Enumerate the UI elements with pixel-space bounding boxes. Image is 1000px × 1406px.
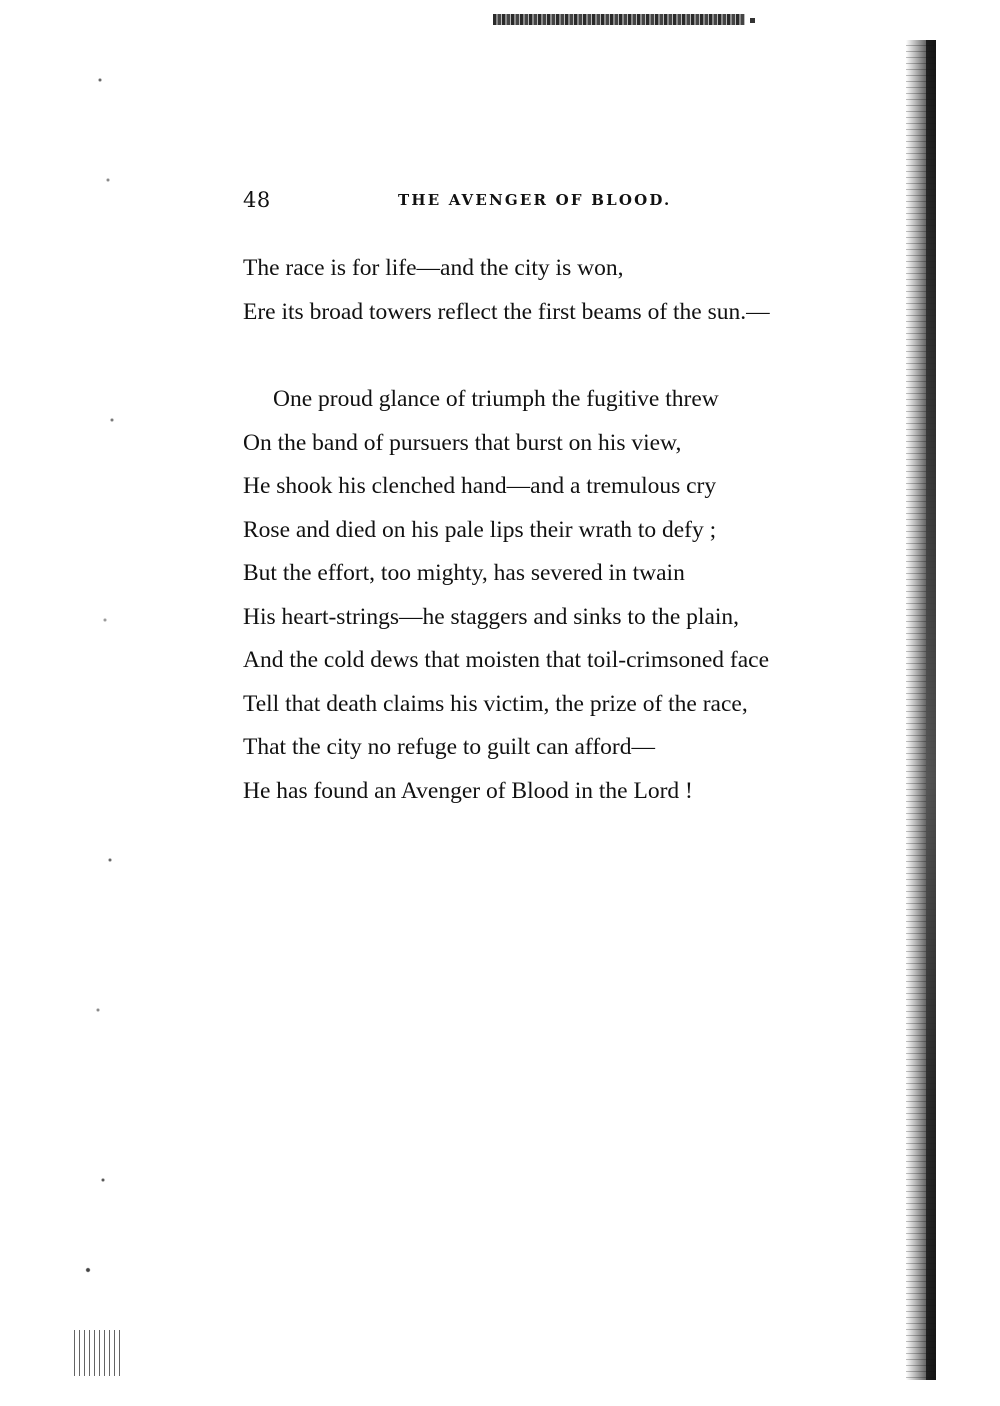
stanza-1	[243, 247, 903, 334]
poem-line: The race is for life—and the city is won,	[243, 255, 624, 281]
poem-line: And the cold dews that moisten that toil-crimsoned face	[243, 647, 769, 673]
stanza-2	[243, 378, 903, 813]
page-number: 48	[243, 188, 271, 212]
poem-line: On the band of pursuers that burst on his view,	[243, 429, 682, 456]
poem-line: That the city no refuge to guilt can afford—	[243, 734, 655, 760]
running-header	[243, 188, 843, 218]
scan-artifact-left-marks	[74, 1330, 124, 1376]
poem-line: But the effort, too mighty, has severed in twain	[243, 560, 685, 586]
poem-line: His heart-strings—he staggers and sinks to the plain,	[243, 603, 740, 630]
poem-line: One proud glance of triumph the fugitive threw	[273, 386, 719, 412]
scan-artifact-left-specks	[70, 0, 150, 1406]
poem-text	[243, 247, 903, 813]
scan-artifact-dot	[750, 18, 755, 23]
poem-line: He has found an Avenger of Blood in the Lord !	[243, 777, 693, 804]
poem-line: Ere its broad towers reflect the first beams of the sun.—	[243, 298, 770, 325]
poem-line: Rose and died on his pale lips their wrath to defy ;	[243, 516, 717, 543]
page-edge-dark	[926, 40, 936, 1380]
poem-line: He shook his clenched hand—and a tremulous cry	[243, 473, 717, 499]
scan-artifact-top-bar	[493, 14, 745, 25]
poem-line: Tell that death claims his victim, the prize of the race,	[243, 690, 748, 717]
running-title: THE AVENGER OF BLOOD.	[398, 191, 672, 209]
